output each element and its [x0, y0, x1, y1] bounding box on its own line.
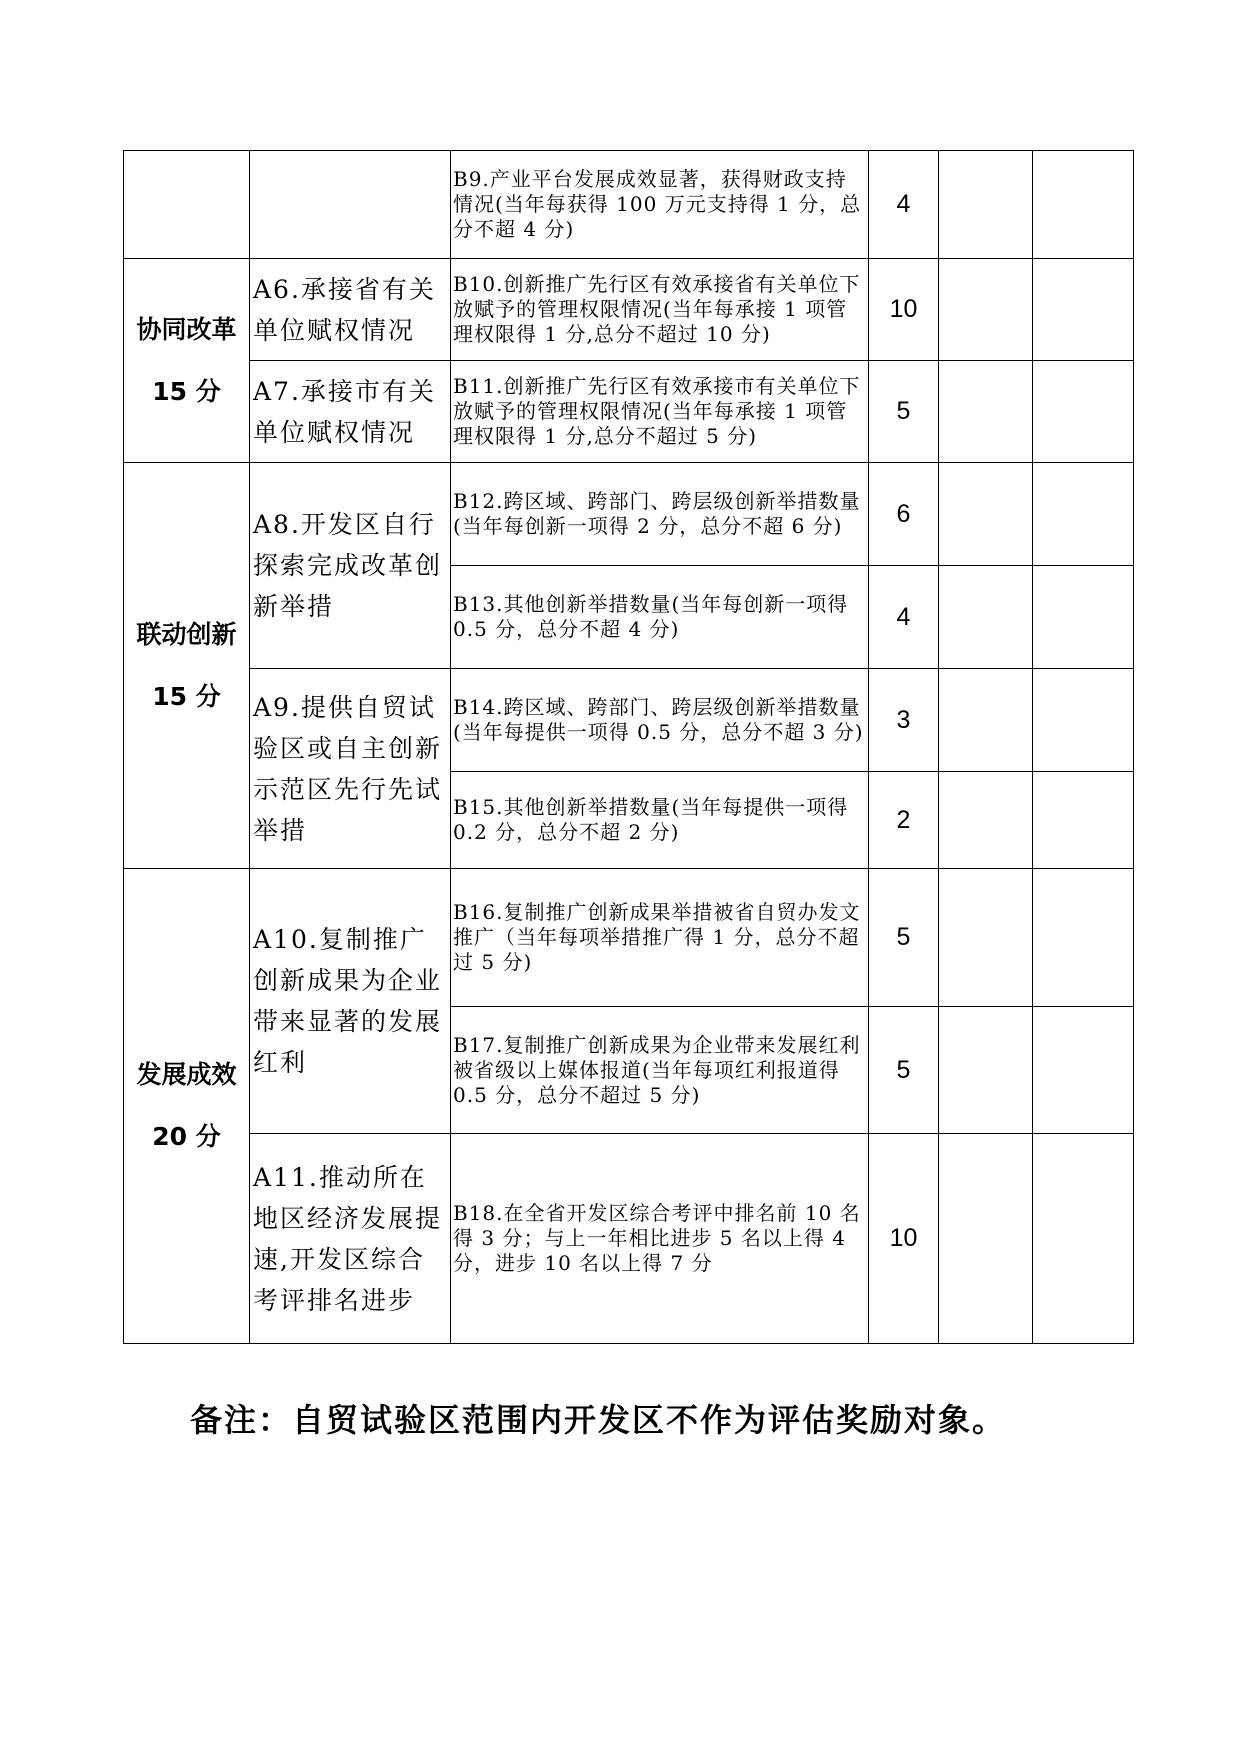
b9-score: 4 — [869, 151, 939, 259]
empty-cell — [939, 361, 1033, 463]
evaluation-table — [123, 150, 1134, 1344]
category-name: 联动创新 — [136, 619, 237, 649]
b11-cell: B11.创新推广先行区有效承接市有关单位下放赋予的管理权限情况(当年每承接 1 项管理权限得 1 分,总分不超过 5 分) — [451, 361, 869, 463]
table-row — [124, 869, 1134, 1007]
b18-score: 10 — [869, 1134, 939, 1344]
b14-cell: B14.跨区域、跨部门、跨层级创新举措数量(当年每提供一项得 0.5 分，总分不超 3 分) — [451, 669, 869, 772]
empty-cell — [939, 1134, 1033, 1344]
b14-score: 3 — [869, 669, 939, 772]
category-name: 发展成效 — [136, 1060, 237, 1089]
category-cell-empty — [124, 151, 250, 259]
category-fazhan — [124, 869, 250, 1344]
b17-cell: B17.复制推广创新成果为企业带来发展红利被省级以上媒体报道(当年每项红利报道得 0.5 分，总分不超过 5 分) — [451, 1007, 869, 1134]
a10-cell: A10.复制推广创新成果为企业带来显著的发展红利 — [250, 869, 451, 1134]
b13-score: 4 — [869, 566, 939, 669]
b16-score: 5 — [869, 869, 939, 1007]
empty-cell — [939, 259, 1033, 361]
empty-cell — [1033, 361, 1134, 463]
empty-cell — [1033, 259, 1134, 361]
empty-cell — [1033, 669, 1134, 772]
table-row — [124, 259, 1134, 361]
empty-cell — [939, 869, 1033, 1007]
empty-cell — [939, 669, 1033, 772]
a8-cell: A8.开发区自行探索完成改革创新举措 — [250, 463, 451, 669]
empty-cell — [1033, 772, 1134, 869]
b10-score: 10 — [869, 259, 939, 361]
b10-cell: B10.创新推广先行区有效承接省有关单位下放赋予的管理权限情况(当年每承接 1 项管理权限得 1 分,总分不超过 10 分) — [451, 259, 869, 361]
category-xietong — [124, 259, 250, 463]
empty-cell — [939, 1007, 1033, 1134]
empty-cell — [939, 151, 1033, 259]
empty-cell — [1033, 463, 1134, 566]
empty-cell — [939, 463, 1033, 566]
b18-cell: B18.在全省开发区综合考评中排名前 10 名得 3 分；与上一年相比进步 5 名以上得 4 分，进步 10 名以上得 7 分 — [451, 1134, 869, 1344]
a-cell-empty — [250, 151, 451, 259]
b12-score: 6 — [869, 463, 939, 566]
empty-cell — [1033, 566, 1134, 669]
a7-cell: A7.承接市有关单位赋权情况 — [250, 361, 451, 463]
table-row — [124, 669, 1134, 772]
empty-cell — [939, 772, 1033, 869]
b15-cell: B15.其他创新举措数量(当年每提供一项得 0.2 分，总分不超 2 分) — [451, 772, 869, 869]
category-score: 15 分 — [152, 681, 221, 711]
empty-cell — [1033, 151, 1134, 259]
b9-cell: B9.产业平台发展成效显著，获得财政支持情况(当年每获得 100 万元支持得 1 分，总分不超 4 分) — [451, 151, 869, 259]
b16-cell: B16.复制推广创新成果举措被省自贸办发文推广（当年每项举措推广得 1 分，总分不超过 5 分) — [451, 869, 869, 1007]
empty-cell — [1033, 869, 1134, 1007]
a11-cell: A11.推动所在地区经济发展提速,开发区综合考评排名进步 — [250, 1134, 451, 1344]
b13-cell: B13.其他创新举措数量(当年每创新一项得 0.5 分，总分不超 4 分) — [451, 566, 869, 669]
empty-cell — [1033, 1007, 1134, 1134]
empty-cell — [939, 566, 1033, 669]
empty-cell — [1033, 1134, 1134, 1344]
a6-cell: A6.承接省有关单位赋权情况 — [250, 259, 451, 361]
category-score: 20 分 — [152, 1122, 221, 1151]
table-row — [124, 463, 1134, 566]
b12-cell: B12.跨区域、跨部门、跨层级创新举措数量(当年每创新一项得 2 分，总分不超 6 分) — [451, 463, 869, 566]
a9-cell: A9.提供自贸试验区或自主创新示范区先行先试举措 — [250, 669, 451, 869]
category-score: 15 分 — [152, 376, 221, 406]
b11-score: 5 — [869, 361, 939, 463]
b17-score: 5 — [869, 1007, 939, 1134]
table-row — [124, 151, 1134, 259]
b15-score: 2 — [869, 772, 939, 869]
table-row — [124, 361, 1134, 463]
category-liandong — [124, 463, 250, 869]
category-name: 协同改革 — [136, 314, 237, 344]
table-row — [124, 1134, 1134, 1344]
footnote: 备注：自贸试验区范围内开发区不作为评估奖励对象。 — [190, 1401, 1007, 1439]
